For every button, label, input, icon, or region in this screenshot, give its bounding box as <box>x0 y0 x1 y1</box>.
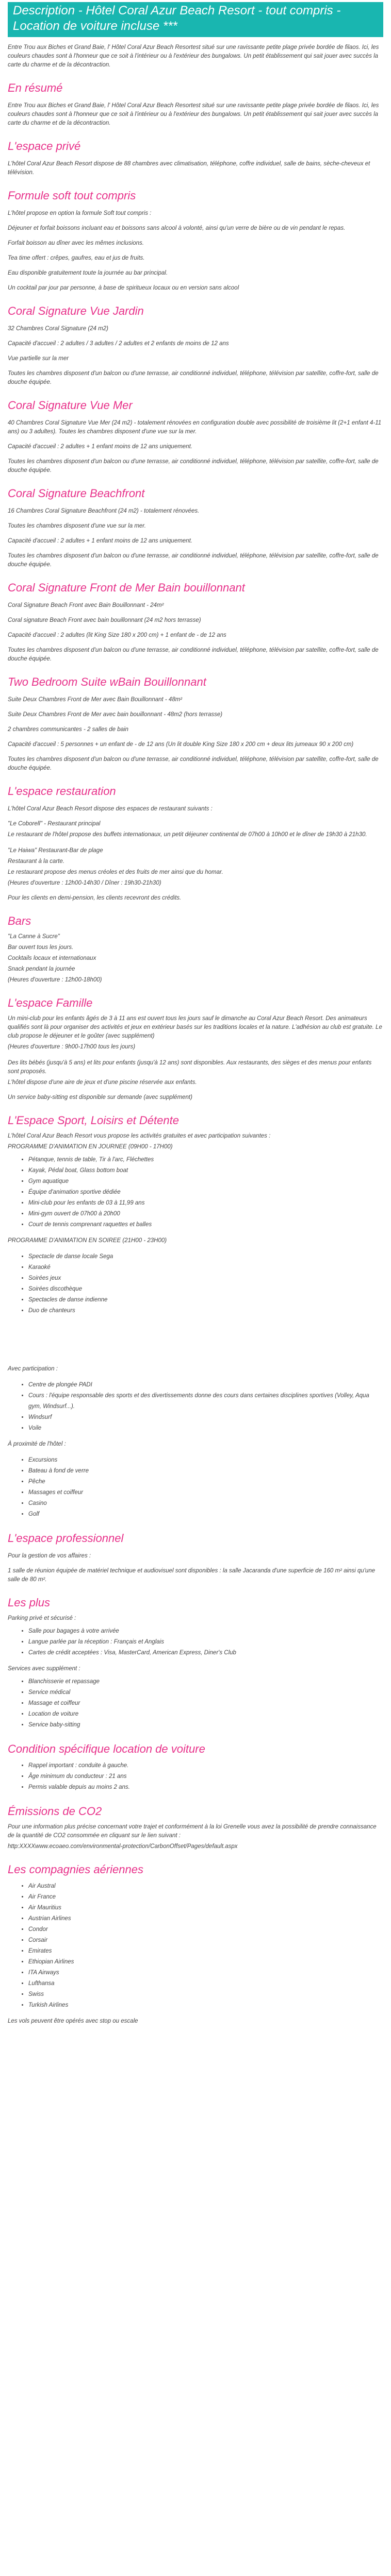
list-item: • Casino <box>28 1498 383 1509</box>
section-heading-jardin: Coral Signature Vue Jardin <box>8 304 144 317</box>
section-heading-restauration: L'espace restauration <box>8 785 116 798</box>
beachfront-p2: Toutes les chambres disposent d'une vue sur la mer. <box>8 523 146 529</box>
section-heading-sport: L'Espace Sport, Loisirs et Détente <box>8 1114 179 1127</box>
page-title: Description - Hôtel Coral Azur Beach Resort - tout compris - Location de voiture incluse *** <box>8 2 383 37</box>
list-item: • Emirates <box>28 1946 383 1957</box>
plus-p2: Services avec supplément : <box>8 1666 80 1672</box>
section-heading-compagnies: Les compagnies aériennes <box>8 1863 143 1876</box>
list-item: • Swiss <box>28 1989 383 2000</box>
list-item: • Turkish Airlines <box>28 2000 383 2011</box>
sport-nearby-list <box>8 1455 383 1520</box>
frontmer-p2: Coral signature Beach Front avec bain bouillonnant (24 m2 hors terrasse) <box>8 617 201 623</box>
list-item: • Âge minimum du conducteur : 21 ans <box>28 1771 383 1782</box>
co2-link[interactable]: http:XXXXwww.ecoaeo.com/environmental-protection/CarbonOffset/Pages/default.aspx <box>8 1843 238 1850</box>
plus-p1: Parking privé et sécurisé : <box>8 1615 76 1621</box>
famille-p1: Un mini-club pour les enfants âgés de 3 à 11 ans est ouvert tous les jours sauf le dimanche au Coral Azur Beach Resort. Des animateurs qualifiés sont là pour organiser des activités et jeux en extérieur basés sur les traditions locales et la nature. L'adhésion au club est gratuite. Le club propose le déjeuner et le goûter (avec supplément) <box>8 1015 382 1039</box>
sport-p2: PROGRAMME D'ANIMATION EN JOURNEE (09H00 - 17H00) <box>8 1144 173 1150</box>
bars-p3: Cocktails locaux et internationaux <box>8 955 96 961</box>
co2-p1: Pour une information plus précise concernant votre trajet et conformément à la loi Grenelle vous avez la possibilité de prendre connaissance de la quantité de CO2 consommée en cliquant sur le lien suivant : <box>8 1824 377 1839</box>
list-item: • Soirées jeux <box>28 1273 383 1284</box>
section-heading-twobed: Two Bedroom Suite wBain Bouillonnant <box>8 675 206 688</box>
list-item: • Langue parlée par la réception : Français et Anglais <box>28 1637 383 1648</box>
pro-p1: Pour la gestion de vos affaires : <box>8 1553 91 1559</box>
prive-text: L'hôtel Coral Azur Beach Resort dispose de 88 chambres avec climatisation, téléphone, coffre individuel, salle de bains, sèche-cheveux et télévision. <box>8 161 370 176</box>
list-item: • Salle pour bagages à votre arrivée <box>28 1626 383 1637</box>
airlines-list <box>8 1881 383 2011</box>
airlines-footer: Les vols peuvent être opérés avec stop ou escale <box>8 2018 138 2024</box>
list-item: • Cours : l'équipe responsable des sports et des divertissements donne des cours dans certaines disciplines sportives (Volley, Aqua gym, Windsurf...). <box>28 1391 383 1412</box>
softtout-p2: Déjeuner et forfait boissons incluant eau et boissons sans alcool à volonté, ainsi qu'un verre de bière ou de vin pendant le repas. <box>8 225 346 231</box>
beachfront-p3: Capacité d'accueil : 2 adultes + 1 enfant moins de 12 ans uniquement. <box>8 538 192 544</box>
section-heading-softtout: Formule soft tout compris <box>8 189 136 202</box>
famille-p4: Un service baby-sitting est disponible sur demande (avec supplément) <box>8 1094 192 1100</box>
list-item: • Spectacles de danse indienne <box>28 1295 383 1306</box>
sport-day-list <box>8 1155 383 1230</box>
list-item: • Soirées discothèque <box>28 1284 383 1295</box>
list-item: • Air Austral <box>28 1881 383 1892</box>
list-item: • Duo de chanteurs <box>28 1306 383 1316</box>
list-item: • Karaoké <box>28 1262 383 1273</box>
list-item: • Pêche <box>28 1477 383 1487</box>
bars-p5: (Heures d'ouverture : 12h00-18h00) <box>8 977 102 983</box>
softtout-p6: Un cocktail par jour par personne, à base de spiritueux locaux ou en version sans alcool <box>8 285 239 291</box>
bars-p4: Snack pendant la journée <box>8 966 75 972</box>
list-item: • Massage et coiffeur <box>28 1698 383 1709</box>
softtout-p3: Forfait boisson au dîner avec les mêmes inclusions. <box>8 240 144 246</box>
spacer <box>8 1323 383 1359</box>
list-item: • Équipe d'animation sportive dédiée <box>28 1187 383 1198</box>
section-heading-bars: Bars <box>8 914 31 927</box>
list-item: • Mini-club pour les enfants de 03 à 11,99 ans <box>28 1198 383 1209</box>
list-item: • Location de voiture <box>28 1709 383 1720</box>
list-item: • Air France <box>28 1892 383 1903</box>
restauration-p1: L'hôtel Coral Azur Beach Resort dispose des espaces de restaurant suivants : <box>8 806 213 812</box>
list-item: • Spectacle de danse locale Sega <box>28 1251 383 1262</box>
vuemer-p2: Capacité d'accueil : 2 adultes + 1 enfant moins de 12 ans uniquement. <box>8 444 192 450</box>
famille-p3: L'hôtel dispose d'une aire de jeux et d'une piscine réservée aux enfants. <box>8 1079 197 1086</box>
famille-p1b: (Heures d'ouverture : 9h00-17h00 tous les jours) <box>8 1044 136 1050</box>
sport-p1: L'hôtel Coral Azur Beach Resort vous propose les activités gratuites et avec participation suivantes : <box>8 1133 271 1139</box>
section-heading-famille: L'espace Famille <box>8 996 93 1009</box>
restauration-p3a: "Le Haiwa" Restaurant-Bar de plage <box>8 848 103 854</box>
list-item: • Centre de plongée PADI <box>28 1380 383 1391</box>
description-page <box>0 2 391 2053</box>
frontmer-p4: Toutes les chambres disposent d'un balcon ou d'une terrasse, air conditionné individuel, téléphone, télévision par satellite, coffre-fort, salle de douche équipée. <box>8 647 379 662</box>
vuemer-p1: 40 Chambres Coral Signature Vue Mer (24 m2) - totalement rénovées en configuration double avec possibilité de troisième lit (2+1 enfant 4-11 ans) ou 3 adultes). Toutes les chambres disposent d'une vue sur la mer. <box>8 420 382 435</box>
restauration-p2a: "Le Coborell" - Restaurant principal <box>8 821 101 827</box>
list-item: • Massages et coiffeur <box>28 1487 383 1498</box>
jardin-p2: Capacité d'accueil : 2 adultes / 3 adultes / 2 adultes et 2 enfants de moins de 12 ans <box>8 341 229 347</box>
section-heading-plus: Les plus <box>8 1596 50 1609</box>
list-item: • Windsurf <box>28 1412 383 1423</box>
jardin-p1: 32 Chambres Coral Signature (24 m2) <box>8 326 108 332</box>
pro-p2: 1 salle de réunion équipée de matériel technique et audiovisuel sont disponibles : la salle Jacaranda d'une superficie de 160 m² ainsi qu'une salle de 80 m². <box>8 1568 376 1583</box>
voiture-list <box>8 1760 383 1793</box>
section-heading-frontmer: Coral Signature Front de Mer Bain bouillonnant <box>8 581 245 594</box>
section-heading-co2: Émissions de CO2 <box>8 1805 102 1818</box>
section-heading-resume: En résumé <box>8 81 63 94</box>
list-item: • Court de tennis comprenant raquettes et balles <box>28 1219 383 1230</box>
resume-text: Entre Trou aux Biches et Grand Baie, l' Hôtel Coral Azur Beach Resortest situé sur une ravissante petite plage privée bordée de filaos. Ici, les couleurs chaudes sont à l'honneur que ce soit à l'intérieur ou à l'extérieur des bungalows. Un petit établissement qui sait jouer avec succès la carte du charme et de la décontraction. <box>8 103 379 126</box>
list-item: • Mini-gym ouvert de 07h00 à 20h00 <box>28 1209 383 1219</box>
intro-text: Entre Trou aux Biches et Grand Baie, l' Hôtel Coral Azur Beach Resortest situé sur une ravissante petite plage privée bordée de filaos. Ici, les couleurs chaudes sont à l'honneur que ce soit à l'intérieur ou à l'extérieur des bungalows. Un petit établissement qui sait jouer avec succès la carte du charme et de la décontraction. <box>8 44 379 68</box>
twobed-p1: Suite Deux Chambres Front de Mer avec Bain Bouillonnant - 48m² <box>8 697 183 703</box>
list-item: • Service médical <box>28 1687 383 1698</box>
twobed-p3: 2 chambres communicantes - 2 salles de bain <box>8 726 128 733</box>
famille-p2: Des lits bébés (jusqu'à 5 ans) et lits pour enfants (jusqu'à 12 ans) sont disponibles. Aux restaurants, des sièges et des menus pour enfants sont proposés. <box>8 1060 372 1075</box>
sport-paid-list <box>8 1380 383 1434</box>
frontmer-p1: Coral Signature Beach Front avec Bain Bouillonnant - 24m² <box>8 602 164 608</box>
plus-list-2 <box>8 1676 383 1731</box>
list-item: • ITA Airways <box>28 1968 383 1978</box>
restauration-p2b: Le restaurant de l'hôtel propose des buffets internationaux, un petit déjeuner continental de 07h00 à 10h00 et le dîner de 19h30 à 21h30. <box>8 832 367 838</box>
sport-p4: Avec participation : <box>8 1366 58 1372</box>
list-item: • Kayak, Pédal boat, Glass bottom boat <box>28 1165 383 1176</box>
bars-p1: "La Canne à Sucre" <box>8 934 60 940</box>
restauration-p3b: Restaurant à la carte. <box>8 858 64 865</box>
sport-p3: PROGRAMME D'ANIMATION EN SOIREE (21H00 - 23H00) <box>8 1238 167 1244</box>
plus-list-1 <box>8 1626 383 1658</box>
beachfront-p1: 16 Chambres Coral Signature Beachfront (24 m2) - totalement rénovées. <box>8 508 200 514</box>
softtout-p5: Eau disponible gratuitement toute la journée au bar principal. <box>8 270 168 276</box>
list-item: • Permis valable depuis au moins 2 ans. <box>28 1782 383 1793</box>
restauration-p3c: Le restaurant propose des menus créoles et des fruits de mer ainsi que du homar. <box>8 869 223 875</box>
list-item: • Corsair <box>28 1935 383 1946</box>
list-item: • Blanchisserie et repassage <box>28 1676 383 1687</box>
list-item: • Bateau à fond de verre <box>28 1466 383 1477</box>
list-item: • Excursions <box>28 1455 383 1466</box>
list-item: • Air Mauritius <box>28 1903 383 1913</box>
jardin-p4: Toutes les chambres disposent d'un balcon ou d'une terrasse, air conditionné individuel, téléphone, télévision par satellite, coffre-fort, salle de douche équipée. <box>8 370 379 385</box>
list-item: • Lufthansa <box>28 1978 383 1989</box>
section-heading-pro: L'espace professionnel <box>8 1532 124 1545</box>
softtout-p4: Tea time offert : crêpes, gaufres, eau et jus de fruits. <box>8 255 145 261</box>
jardin-p3: Vue partielle sur la mer <box>8 355 69 362</box>
beachfront-p4: Toutes les chambres disposent d'un balcon ou d'une terrasse, air conditionné individuel, téléphone, télévision par satellite, coffre-fort, salle de douche équipée. <box>8 553 379 568</box>
list-item: • Cartes de crédit acceptées : Visa, MasterCard, American Express, Diner's Club <box>28 1648 383 1658</box>
softtout-p1: L'hôtel propose en option la formule Soft tout compris : <box>8 210 152 216</box>
vuemer-p3: Toutes les chambres disposent d'un balcon ou d'une terrasse, air conditionné individuel, téléphone, télévision par satellite, coffre-fort, salle de douche équipée. <box>8 459 379 473</box>
restauration-p3d: (Heures d'ouverture : 12h00-14h30 / Dîner : 19h30-21h30) <box>8 880 161 886</box>
list-item: • Ethiopian Airlines <box>28 1957 383 1968</box>
section-heading-prive: L'espace privé <box>8 140 81 152</box>
sport-p5: À proximité de l'hôtel : <box>8 1441 66 1447</box>
list-item: • Gym aquatique <box>28 1176 383 1187</box>
restauration-p4: Pour les clients en demi-pension, les clients recevront des crédits. <box>8 895 182 901</box>
list-item: • Service baby-sitting <box>28 1720 383 1731</box>
list-item: • Austrian Airlines <box>28 1913 383 1924</box>
section-heading-voiture: Condition spécifique location de voiture <box>8 1742 205 1755</box>
bars-p2: Bar ouvert tous les jours. <box>8 944 74 951</box>
twobed-p2: Suite Deux Chambres Front de Mer avec bain bouillonnant - 48m2 (hors terrasse) <box>8 711 223 718</box>
list-item: • Golf <box>28 1509 383 1520</box>
section-heading-vuemer: Coral Signature Vue Mer <box>8 399 133 412</box>
list-item: • Condor <box>28 1924 383 1935</box>
list-item: • Voile <box>28 1423 383 1434</box>
list-item: • Pétanque, tennis de table, Tir à l'arc, Fléchettes <box>28 1155 383 1165</box>
frontmer-p3: Capacité d'accueil : 2 adultes (lit King Size 180 x 200 cm) + 1 enfant de - de 12 ans <box>8 632 226 638</box>
twobed-p4: Capacité d'accueil : 5 personnes + un enfant de - de 12 ans (Un lit double King Size 180 x 200 cm + deux lits jumeaux 90 x 200 cm) <box>8 741 354 748</box>
list-item: • Rappel important : conduite à gauche. <box>28 1760 383 1771</box>
twobed-p5: Toutes les chambres disposent d'un balcon ou d'une terrasse, air conditionné individuel, téléphone, télévision par satellite, coffre-fort, salle de douche équipée. <box>8 756 379 771</box>
section-heading-beachfront: Coral Signature Beachfront <box>8 487 145 500</box>
sport-evening-list <box>8 1251 383 1316</box>
